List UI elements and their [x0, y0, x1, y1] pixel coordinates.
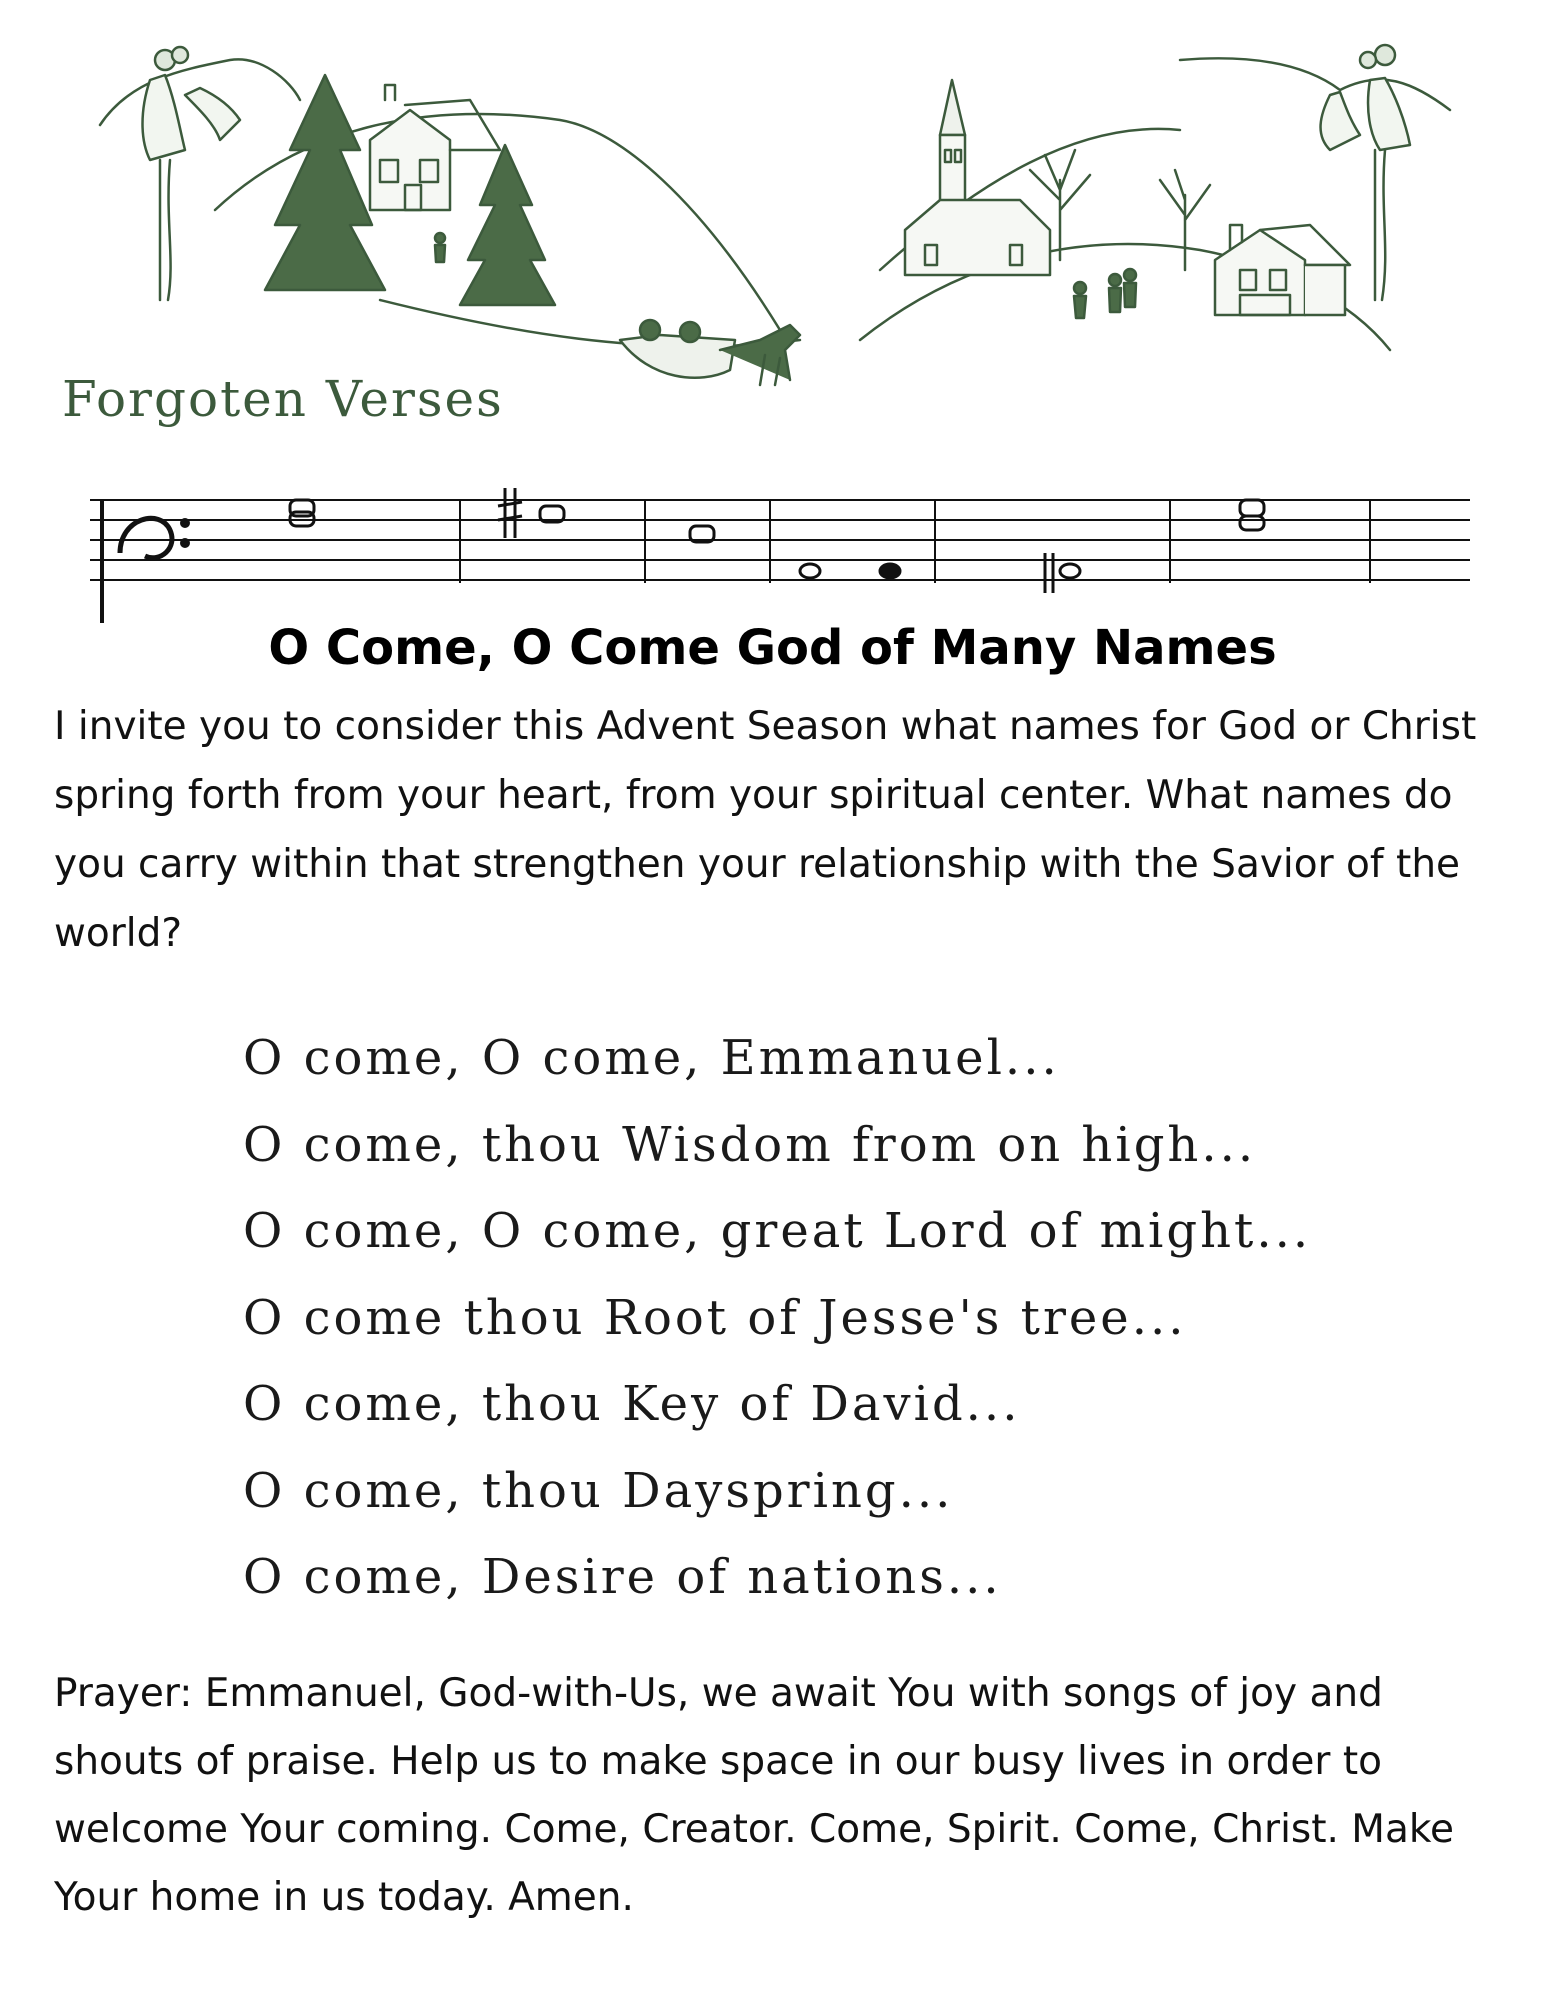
verse-line: O come, Desire of nations...: [243, 1549, 1002, 1605]
verse-line: O come, thou Wisdom from on high...: [243, 1116, 1257, 1173]
bare-tree-icon: [1030, 150, 1210, 270]
verse-line: O come, O come, Emmanuel...: [243, 1030, 1060, 1086]
intro-paragraph: I invite you to consider this Advent Season what names for God or Christ spring forth from your heart, from your spiritual center. What names do you carry within that strengthen your relationship with the Savior of the world?: [54, 704, 1477, 956]
horse-sleigh-icon: [620, 320, 800, 385]
verse-line: O come, O come, great Lord of might...: [243, 1203, 1312, 1259]
snowy-house-right-icon: [1215, 225, 1350, 315]
snowy-house-left-icon: [370, 85, 500, 210]
verse-line: O come, thou Dayspring...: [243, 1462, 954, 1519]
verse-list: [243, 1015, 1503, 1621]
music-staff: [90, 468, 1490, 633]
series-title: Forgoten Verses: [62, 370, 504, 428]
hymn-title: O Come, O Come God of Many Names: [268, 620, 1277, 676]
verse-line: O come, thou Key of David...: [243, 1376, 1021, 1432]
bass-clef-icon: [120, 518, 189, 557]
church-icon: [905, 80, 1050, 275]
left-bells-icon: [100, 47, 300, 300]
verse-line: O come thou Root of Jesse's tree...: [243, 1289, 1187, 1346]
prayer-paragraph: Prayer: Emmanuel, God-with-Us, we await You with songs of joy and shouts of praise. Help us to make space in our busy lives in order to welcome Your coming. Come, Creator. Come, Spirit. Come, Christ. Make Your home in us today. Amen.: [54, 1671, 1455, 1920]
